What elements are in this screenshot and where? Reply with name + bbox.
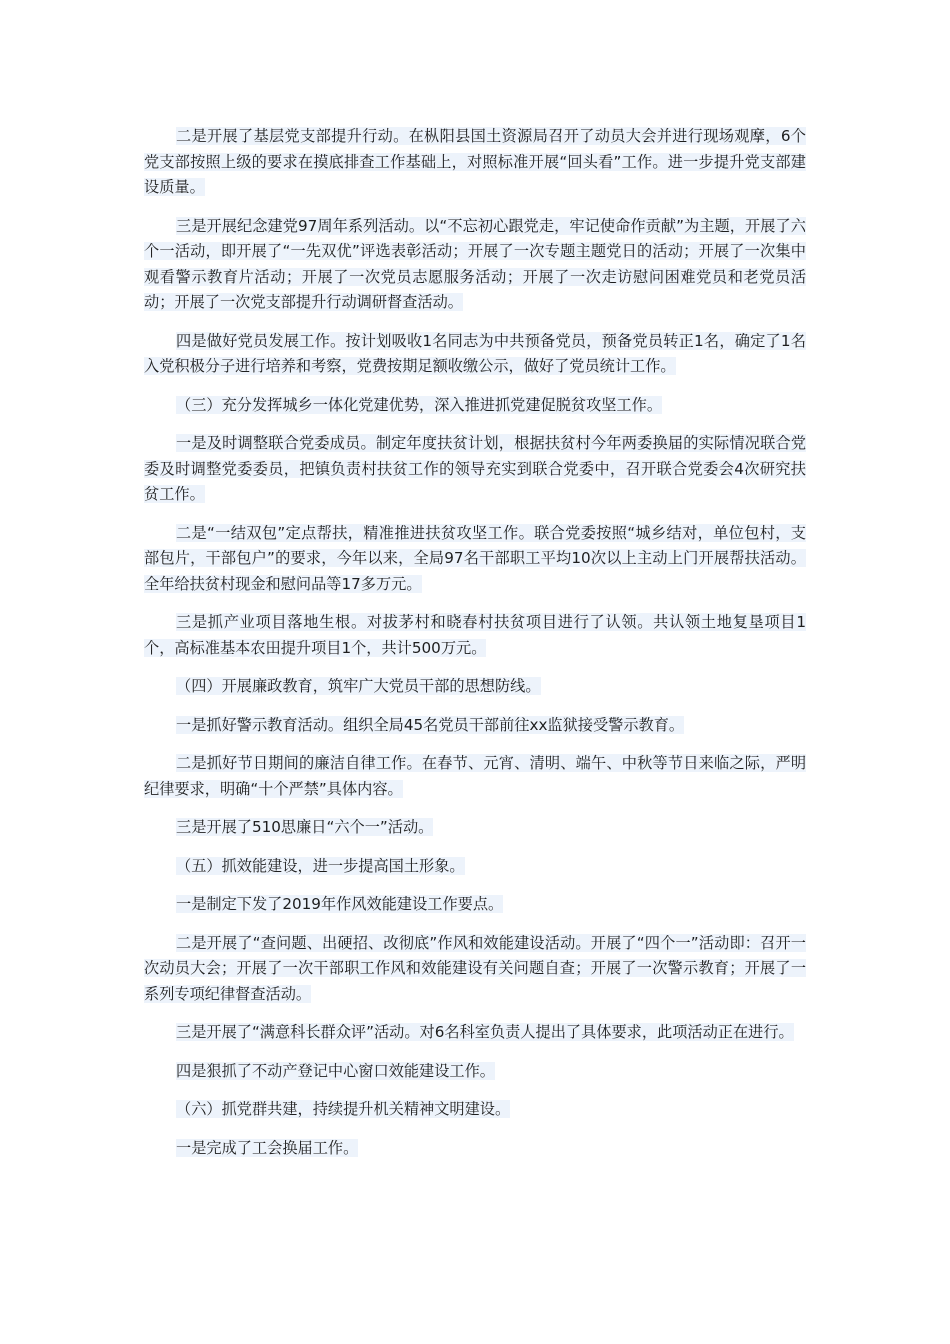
paragraph-text: 二是开展了“查问题、出硬招、改彻底”作风和效能建设活动。开展了“四个一”活动即：召开一次动员大会；开展了一次干部职工作风和效能建设有关问题自查；开展了一次警示教育；开展了一系列专项纪律督查活动。 — [144, 933, 806, 1003]
paragraph — [144, 1136, 806, 1162]
paragraph — [144, 713, 806, 739]
section-heading-text: （四）开展廉政教育，筑牢广大党员干部的思想防线。 — [176, 677, 541, 695]
section-heading — [144, 674, 806, 700]
paragraph — [144, 124, 806, 201]
paragraph — [144, 329, 806, 380]
paragraph-text: 一是及时调整联合党委成员。制定年度扶贫计划，根据扶贫村今年两委换届的实际情况联合党委及时调整党委委员，把镇负责村扶贫工作的领导充实到联合党委中，召开联合党委会4次研究扶贫工作。 — [144, 434, 806, 503]
paragraph-text: 一是完成了工会换届工作。 — [176, 1138, 359, 1157]
document-body — [144, 124, 806, 1174]
paragraph-text: 二是抓好节日期间的廉洁自律工作。在春节、元宵、清明、端午、中秋等节日来临之际，严明纪律要求，明确“十个严禁”具体内容。 — [144, 754, 806, 798]
paragraph-text: 二是“一结双包”定点帮扶，精准推进扶贫攻坚工作。联合党委按照“城乡结对，单位包村，支部包片，干部包户”的要求，今年以来，全局97名干部职工平均10次以上主动上门开展帮扶活动。全年给扶贫村现金和慰问品等17多万元。 — [144, 523, 806, 593]
section-heading — [144, 393, 806, 419]
paragraph-text: 一是抓好警示教育活动。组织全局45名党员干部前往xx监狱接受警示教育。 — [176, 715, 685, 734]
paragraph-text: 一是制定下发了2019年作风效能建设工作要点。 — [176, 895, 504, 913]
section-heading-text: （六）抓党群共建，持续提升机关精神文明建设。 — [176, 1100, 511, 1118]
paragraph — [144, 751, 806, 802]
paragraph — [144, 815, 806, 841]
section-heading-text: （五）抓效能建设，进一步提高国土形象。 — [176, 856, 465, 875]
paragraph-text: 三是开展了510思廉日“六个一”活动。 — [176, 818, 434, 836]
paragraph — [144, 610, 806, 661]
paragraph — [144, 1020, 806, 1046]
section-heading — [144, 1097, 806, 1123]
paragraph — [144, 214, 806, 316]
paragraph-text: 四是做好党员发展工作。按计划吸收1名同志为中共预备党员，预备党员转正1名，确定了1名入党积极分子进行培养和考察，党费按期足额收缴公示，做好了党员统计工作。 — [144, 331, 806, 375]
paragraph — [144, 521, 806, 598]
paragraph-text: 二是开展了基层党支部提升行动。在枞阳县国土资源局召开了动员大会并进行现场观摩，6个党支部按照上级的要求在摸底排查工作基础上，对照标准开展“回头看”工作。进一步提升党支部建设质量。 — [144, 127, 806, 196]
paragraph-text: 三是开展了“满意科长群众评”活动。对6名科室负责人提出了具体要求，此项活动正在进行。 — [176, 1023, 794, 1041]
paragraph — [144, 1059, 806, 1085]
paragraph — [144, 892, 806, 918]
paragraph-text: 三是开展纪念建党97周年系列活动。以“不忘初心跟党走，牢记使命作贡献”为主题，开展了六个一活动，即开展了“一先双优”评选表彰活动；开展了一次专题主题党日的活动；开展了一次集中观看警示教育片活动；开展了一次党员志愿服务活动；开展了一次走访慰问困难党员和老党员活动；开展了一次党支部提升行动调研督查活动。 — [144, 216, 806, 311]
section-heading-text: （三）充分发挥城乡一体化党建优势，深入推进抓党建促脱贫攻坚工作。 — [176, 395, 662, 414]
paragraph-text: 四是狠抓了不动产登记中心窗口效能建设工作。 — [176, 1061, 495, 1080]
section-heading — [144, 854, 806, 880]
paragraph-text: 三是抓产业项目落地生根。对拔茅村和晓春村扶贫项目进行了认领。共认领土地复垦项目1个，高标准基本农田提升项目1个，共计500万元。 — [144, 613, 806, 657]
paragraph — [144, 431, 806, 508]
paragraph — [144, 931, 806, 1008]
